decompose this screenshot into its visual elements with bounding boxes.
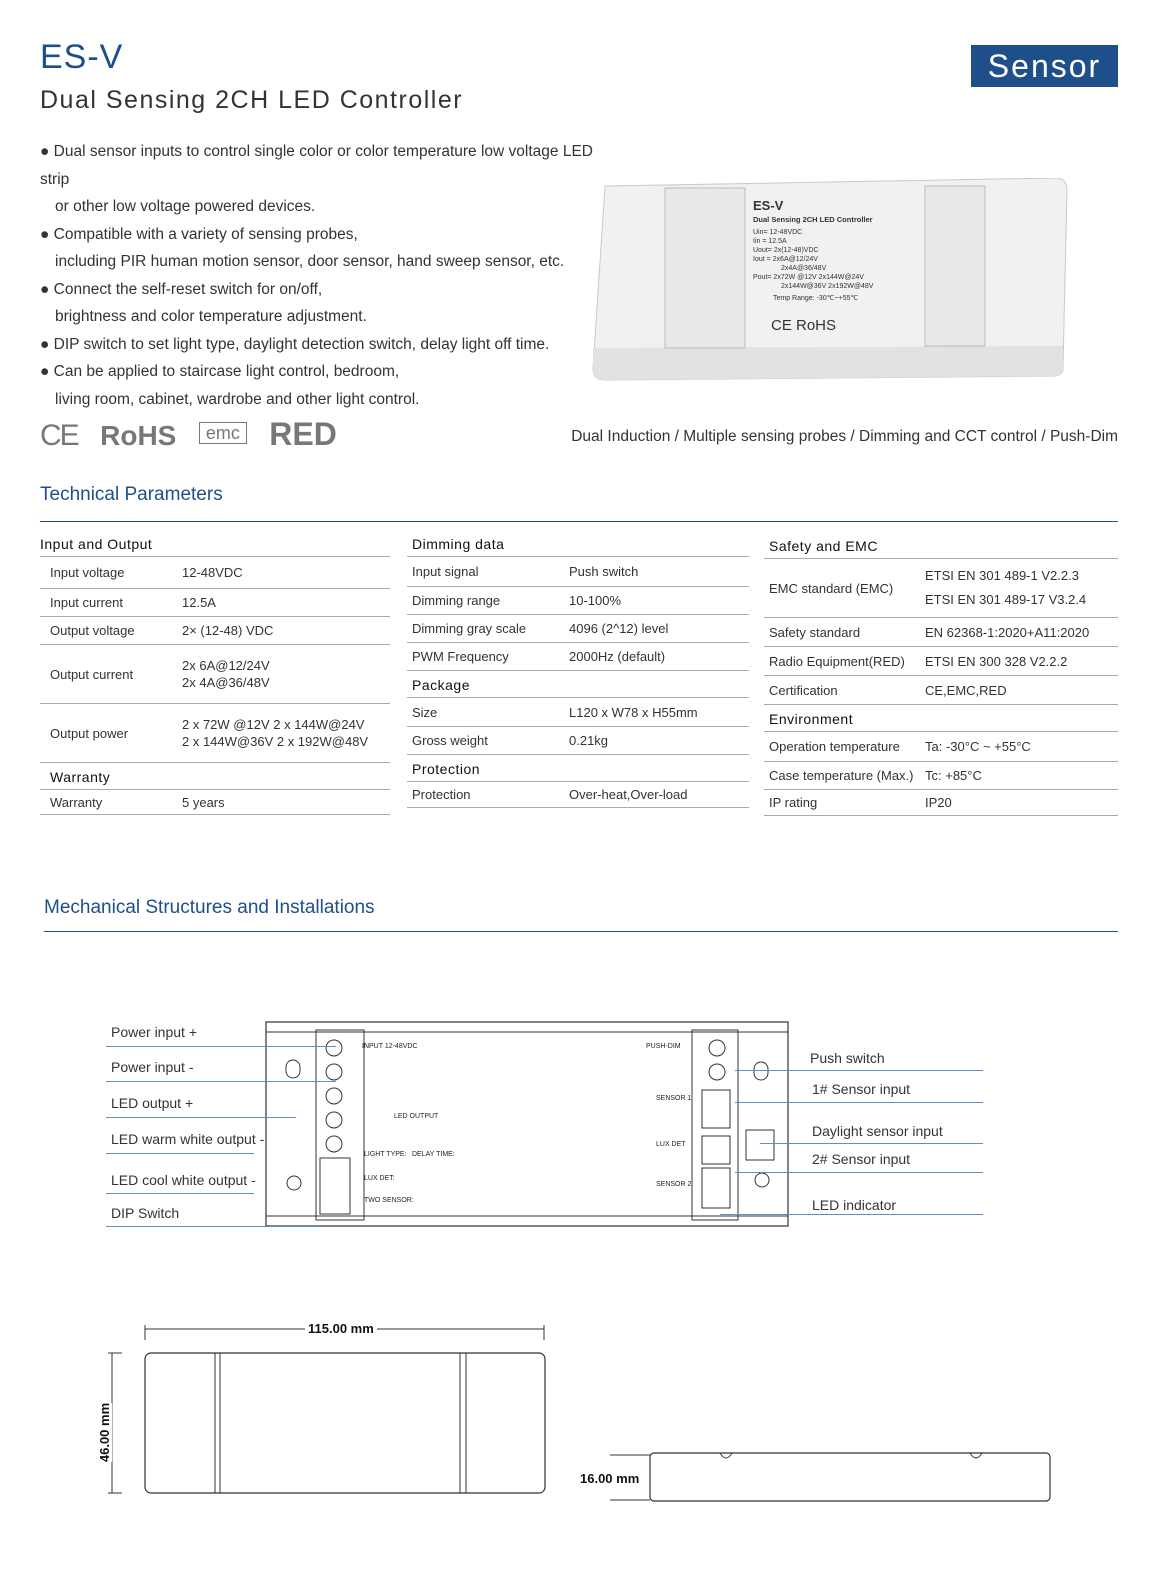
label-marks: CE RoHS: [771, 317, 837, 334]
leader-line: [735, 1102, 983, 1103]
table-row: IP rating IP20: [764, 790, 1118, 816]
label-led-indicator: LED indicator: [812, 1197, 897, 1213]
label-line: 2x144W@36V 2x192W@48V: [781, 283, 874, 290]
label-dip-switch: DIP Switch: [111, 1205, 180, 1221]
board-text: PUSH-DIM: [646, 1043, 681, 1050]
leader-line: [720, 1214, 983, 1215]
table-row: Safety standard EN 62368-1:2020+A11:2020: [764, 618, 1118, 647]
section-rule: [40, 521, 1118, 522]
ce-logo: CE: [40, 419, 78, 452]
dim-height: 16.00 mm: [580, 1471, 640, 1486]
dim-width: 46.00 mm: [97, 1402, 113, 1463]
table-row: Size L120 x W78 x H55mm: [407, 698, 749, 727]
left-terminal-block: [665, 188, 745, 348]
tech-col-safety: [764, 530, 1118, 816]
board-text: INPUT 12-48VDC: [362, 1043, 418, 1050]
dimension-drawing-side: [610, 1445, 1060, 1505]
leader-line: [735, 1070, 983, 1071]
table-row: Radio Equipment(RED) ETSI EN 300 328 V2.2.2: [764, 647, 1118, 676]
tech-col-dimming: [407, 530, 749, 808]
dimension-drawing-top: [100, 1315, 560, 1495]
group-heading: Input and Output: [40, 530, 390, 557]
label-line: Temp Range: -30℃~+55℃: [773, 295, 859, 302]
table-row: Gross weight 0.21kg: [407, 727, 749, 755]
table-row: Certification CE,EMC,RED: [764, 676, 1118, 705]
label-sensor1-input: 1# Sensor input: [812, 1081, 911, 1097]
table-row: Input signal Push switch: [407, 557, 749, 587]
section-title-tech: Technical Parameters: [40, 484, 223, 505]
table-row: Warranty 5 years: [40, 790, 390, 815]
label-line: 2x4A@36/48V: [781, 265, 827, 272]
red-logo: RED: [269, 416, 337, 452]
board-text: SENSOR 2: [656, 1181, 692, 1188]
leader-line: [735, 1172, 983, 1173]
board-top-view: [262, 1018, 792, 1233]
label-led-cool-white: LED cool white output -: [111, 1172, 256, 1188]
section-title-mechanical: Mechanical Structures and Installations: [44, 897, 375, 918]
group-heading: Safety and EMC: [764, 530, 1118, 559]
emc-logo: emc: [199, 422, 247, 444]
board-text: LUX DET: [656, 1141, 686, 1148]
board-text: TWO SENSOR:: [364, 1197, 414, 1204]
label-power-input-plus: Power input +: [111, 1024, 197, 1040]
label-push-switch: Push switch: [810, 1050, 885, 1066]
table-row: Output voltage 2× (12-48) VDC: [40, 617, 390, 645]
table-row: Protection Over-heat,Over-load: [407, 782, 749, 808]
board-text: DELAY TIME:: [412, 1151, 455, 1158]
table-row: Dimming range 10-100%: [407, 587, 749, 615]
table-row: Output current 2x 6A@12/24V 2x 4A@36/48V: [40, 645, 390, 704]
table-row: Dimming gray scale 4096 (2^12) level: [407, 615, 749, 643]
feature-item-cont: brightness and color temperature adjustment.: [55, 308, 367, 325]
table-row: EMC standard (EMC) ETSI EN 301 489-1 V2.2.3 ETSI EN 301 489-17 V3.2.4: [764, 559, 1118, 618]
label-led-warm-white: LED warm white output -: [111, 1131, 265, 1147]
leader-line: [106, 1153, 254, 1154]
label-power-input-minus: Power input -: [111, 1059, 194, 1075]
group-heading: Warranty: [40, 763, 390, 790]
label-line: Pout= 2x72W @12V 2x144W@24V: [753, 274, 864, 281]
label-line: Uin= 12-48VDC: [753, 229, 803, 236]
leader-line: [106, 1226, 321, 1227]
board-text: LUX DET:: [364, 1175, 395, 1182]
product-subtitle: Dual Sensing 2CH LED Controller: [40, 86, 464, 114]
feature-item: ● Connect the self-reset switch for on/off,: [40, 280, 323, 298]
group-heading: Dimming data: [407, 530, 749, 557]
feature-item: ● DIP switch to set light type, daylight detection switch, delay light off time.: [40, 335, 550, 353]
label-daylight-sensor-input: Daylight sensor input: [812, 1123, 943, 1139]
model-title: ES-V: [40, 38, 124, 76]
leader-line: [106, 1046, 336, 1047]
label-name: Dual Sensing 2CH LED Controller: [753, 215, 873, 224]
category-badge: Sensor: [971, 45, 1118, 87]
tech-col-input-output: [40, 530, 390, 815]
leader-line: [760, 1143, 983, 1144]
leader-line: [106, 1081, 336, 1082]
label-line: Iout = 2x6A@12/24V: [753, 256, 818, 263]
group-heading: Package: [407, 671, 749, 698]
group-heading: Environment: [764, 705, 1118, 732]
right-terminal-block: [925, 186, 985, 346]
board-text: LIGHT TYPE:: [364, 1151, 407, 1158]
group-heading: Protection: [407, 755, 749, 782]
feature-item: ● Compatible with a variety of sensing probes,: [40, 225, 358, 243]
table-row: Operation temperature Ta: -30°C ~ +55°C: [764, 732, 1118, 762]
certification-logos: [40, 416, 337, 456]
label-line: Iin = 12.5A: [753, 238, 787, 245]
feature-item-cont: living room, cabinet, wardrobe and other light control.: [55, 390, 420, 408]
rohs-logo: RoHS: [100, 420, 177, 451]
label-line: Uout= 2x(12-48)VDC: [753, 247, 819, 254]
dim-length: 115.00 mm: [305, 1321, 377, 1336]
table-row: Input current 12.5A: [40, 589, 390, 617]
tagline: Dual Induction / Multiple sensing probes / Dimming and CCT control / Push-Dim: [571, 428, 1118, 445]
feature-item-cont: or other low voltage powered devices.: [55, 198, 316, 215]
table-row: PWM Frequency 2000Hz (default): [407, 643, 749, 671]
leader-line: [106, 1193, 254, 1194]
label-sensor2-input: 2# Sensor input: [812, 1151, 911, 1167]
label-model: ES-V: [753, 198, 784, 213]
table-row: Input voltage 12-48VDC: [40, 557, 390, 589]
board-text: LED OUTPUT: [394, 1113, 439, 1120]
feature-item: ● Dual sensor inputs to control single color or color temperature low voltage LED strip: [40, 143, 593, 188]
table-row: Case temperature (Max.) Tc: +85°C: [764, 762, 1118, 790]
leader-line: [106, 1117, 296, 1118]
label-led-output-plus: LED output +: [111, 1095, 194, 1111]
feature-list: [40, 138, 620, 413]
product-photo: [585, 178, 1075, 383]
feature-item: ● Can be applied to staircase light control, bedroom,: [40, 363, 400, 380]
section-rule: [44, 931, 1118, 932]
board-text: SENSOR 1: [656, 1095, 692, 1102]
table-row: Output power 2 x 72W @12V 2 x 144W@24V 2 x 144W@36V 2 x 192W@48V: [40, 704, 390, 763]
feature-item-cont: including PIR human motion sensor, door sensor, hand sweep sensor, etc.: [55, 253, 565, 270]
